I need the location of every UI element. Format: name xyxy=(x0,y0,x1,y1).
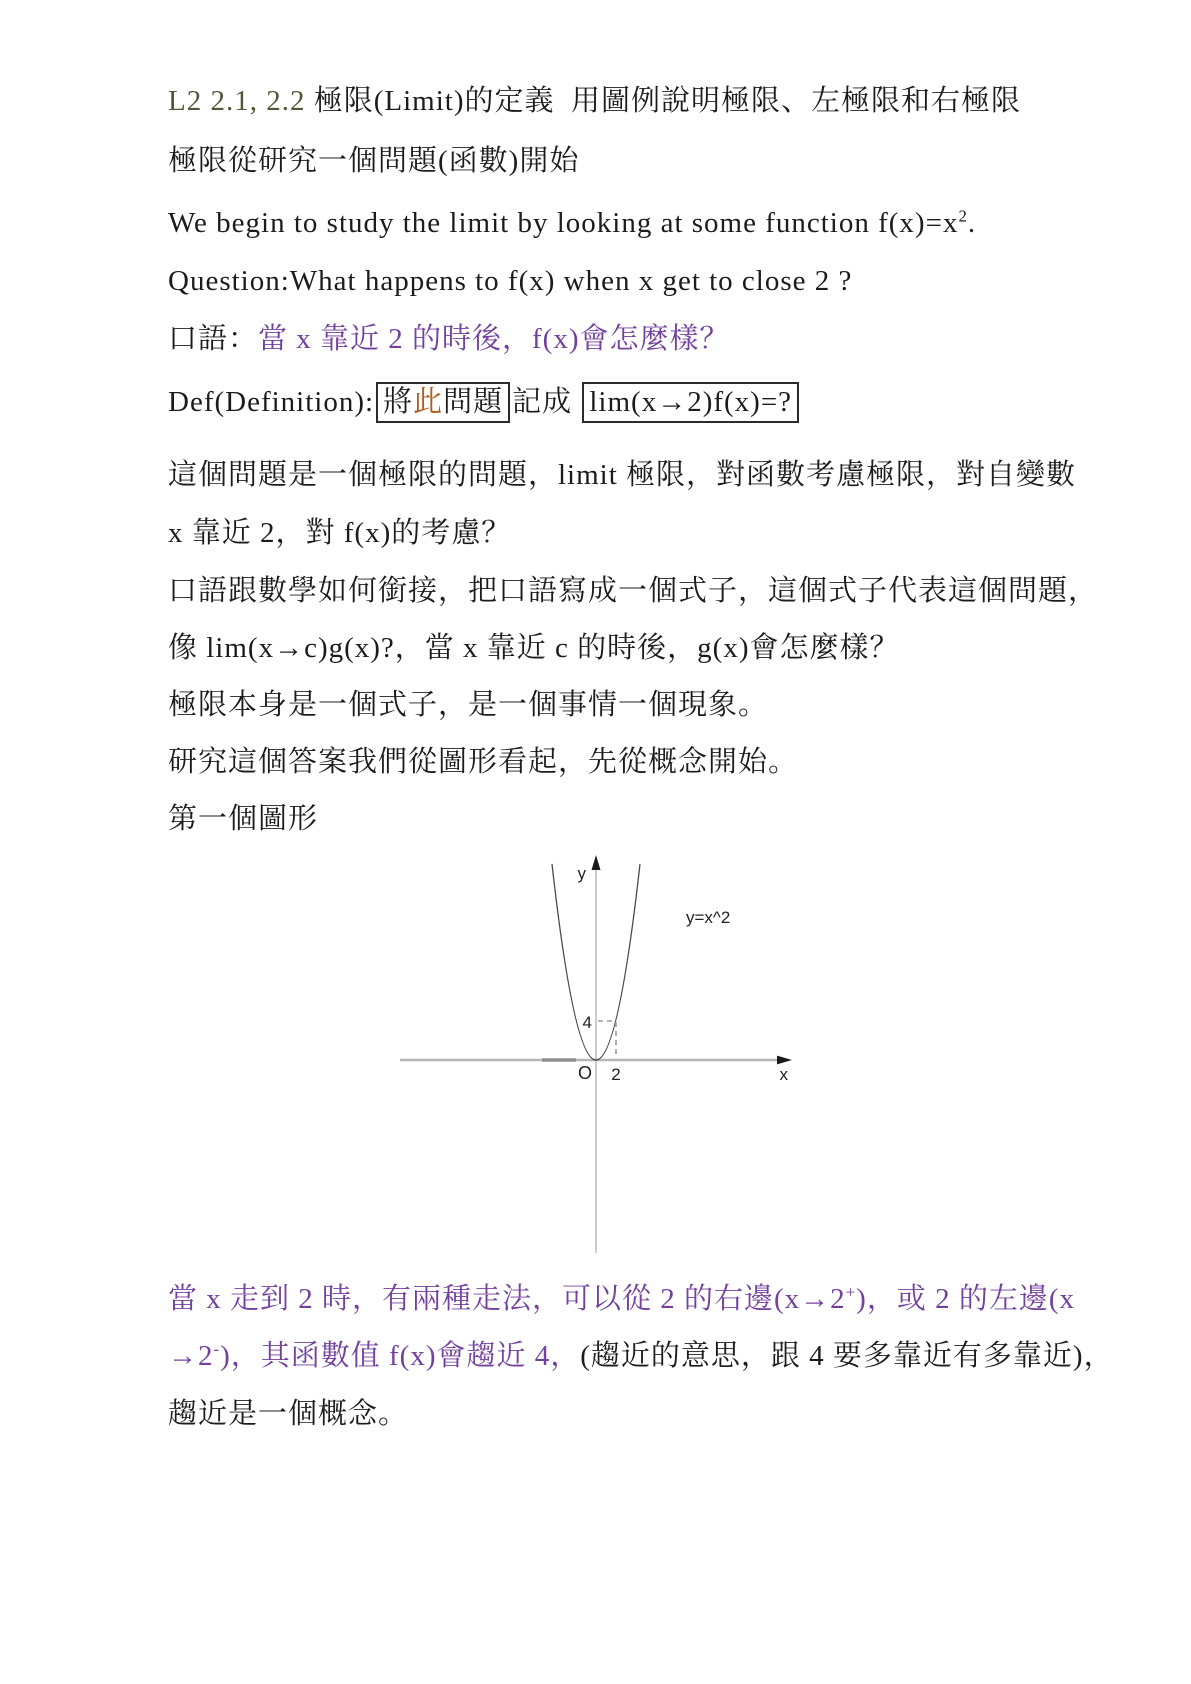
paragraph-3: 極限本身是一個式子，是一個事情一個現象。 xyxy=(168,689,769,721)
lesson-code: L2 2.1, 2.2 xyxy=(168,85,314,117)
colloquial-label: 口語： xyxy=(168,323,259,355)
definition-box-1 xyxy=(376,382,510,423)
english-intro-text: We begin to study the limit by looking at some function f(x)=x xyxy=(168,207,959,239)
paragraph-definition xyxy=(168,382,801,423)
definition-box1-pre: 將 xyxy=(383,386,414,418)
definition-mid-text: 記成 xyxy=(512,386,581,418)
definition-box1-highlight: 此 xyxy=(413,386,444,418)
closing2-black-note: (趨近的意思，跟 4 要多靠近有多靠近)， xyxy=(580,1340,1114,1372)
english-intro-period: . xyxy=(967,207,977,239)
paragraph-4: 研究這個答案我們從圖形看起，先從概念開始。 xyxy=(168,746,799,778)
definition-box-2: lim(x→2)f(x)=? xyxy=(582,382,799,423)
definition-box1-post: 問題 xyxy=(443,386,504,418)
superscript-plus: + xyxy=(845,1282,857,1302)
x-axis-arrow-icon xyxy=(777,1056,792,1065)
closing2-text-end: )，其函數值 f(x)會趨近 4， xyxy=(220,1340,581,1372)
paragraph-english-intro xyxy=(168,206,976,240)
origin-label: O xyxy=(577,1063,592,1083)
closing1-text-end: )，或 2 的左邊(x xyxy=(856,1283,1075,1315)
paragraph-colloquial xyxy=(168,322,730,356)
paragraph-1-line-2: x 靠近 2，對 f(x)的考慮？ xyxy=(168,517,512,549)
figure-parabola-graph xyxy=(390,843,800,1263)
closing-line-2 xyxy=(168,1339,1114,1373)
closing2-text: →2 xyxy=(168,1340,214,1372)
curve-equation-label: y=x^2 xyxy=(686,908,731,927)
y-tick-label-4: 4 xyxy=(582,1013,592,1032)
paragraph-question: Question:What happens to f(x) when x get to close 2 ? xyxy=(168,265,853,297)
x-axis-label: x xyxy=(779,1065,788,1084)
parabola-chart xyxy=(390,843,800,1263)
y-axis-label: y xyxy=(577,864,586,883)
definition-label: Def(Definition): xyxy=(168,386,375,418)
y-axis-arrow-icon xyxy=(592,855,601,870)
doc-title xyxy=(168,84,1021,118)
closing-line-3: 趨近是一個概念。 xyxy=(168,1398,409,1430)
paragraph-1-line-1: 這個問題是一個極限的問題，limit 極限，對函數考慮極限，對自變數 xyxy=(168,459,1077,491)
closing-line-1 xyxy=(168,1282,1075,1316)
figure-caption: 第一個圖形 xyxy=(168,803,319,835)
exponent: 2 xyxy=(958,206,968,226)
superscript-minus: - xyxy=(213,1339,221,1359)
colloquial-purple-text: 當 x 靠近 2 的時後，f(x)會怎麼樣？ xyxy=(258,323,730,355)
paragraph-2-line-2: 像 lim(x→c)g(x)?，當 x 靠近 c 的時後，g(x)會怎麼樣？ xyxy=(168,632,900,664)
closing2-purple xyxy=(168,1340,580,1372)
doc-title-text: 極限(Limit)的定義 用圖例說明極限、左極限和右極限 xyxy=(313,85,1021,117)
paragraph-2-line-1: 口語跟數學如何銜接，把口語寫成一個式子，這個式子代表這個問題， xyxy=(168,575,1099,607)
closing1-text: 當 x 走到 2 時，有兩種走法，可以從 2 的右邊(x→2 xyxy=(168,1283,846,1315)
paragraph-intro: 極限從研究一個問題(函數)開始 xyxy=(168,145,580,177)
x-tick-label-2: 2 xyxy=(611,1065,621,1084)
